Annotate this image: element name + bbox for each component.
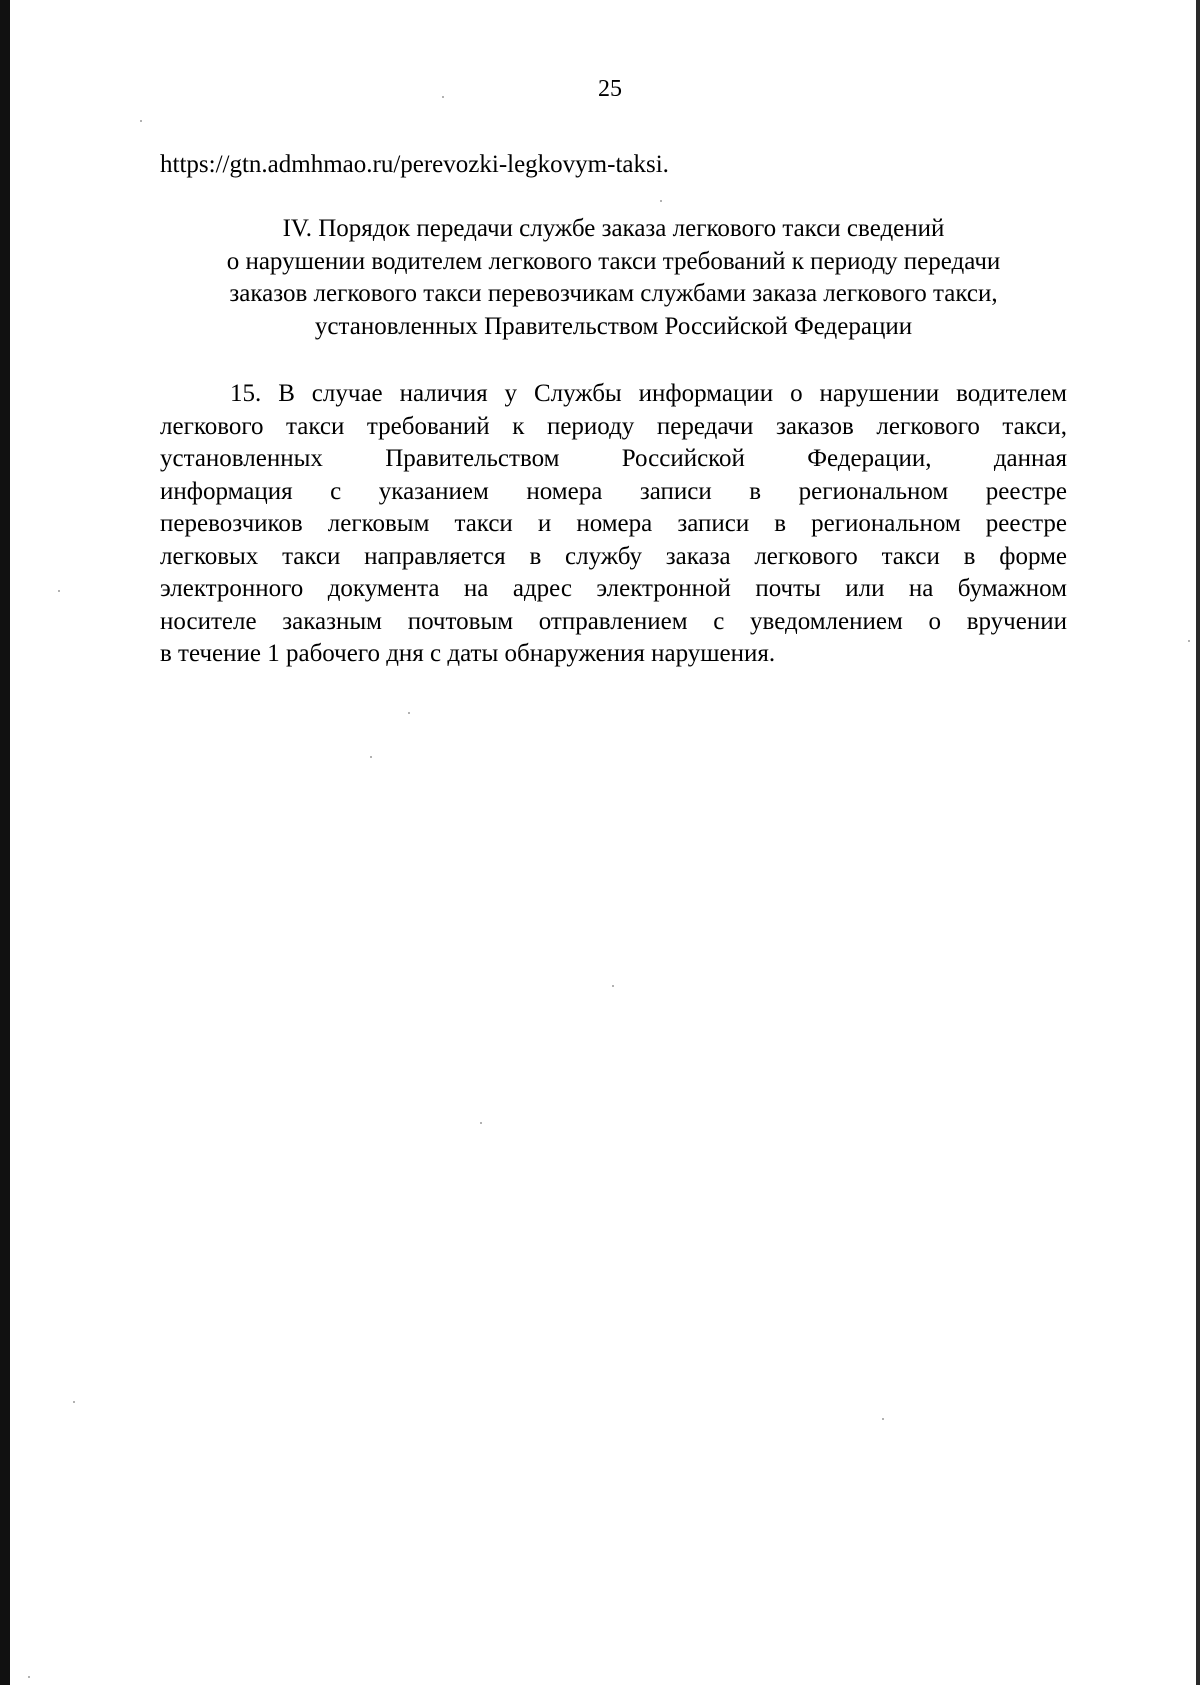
scan-speck (28, 1676, 30, 1678)
scan-speck (660, 200, 662, 202)
scan-speck (58, 590, 60, 592)
paragraph-line: легкового такси требований к периоду передачи заказов легкового такси, (160, 412, 1067, 440)
paragraph-line: носителе заказным почтовым отправлением с уведомлением о вручении (160, 607, 1067, 635)
scan-speck (140, 120, 142, 122)
paragraph-line: легковых такси направляется в службу заказа легкового такси в форме (160, 542, 1067, 570)
paragraph-line: электронного документа на адрес электронной почты или на бумажном (160, 575, 1067, 602)
scan-speck (442, 96, 444, 98)
scan-speck (408, 712, 410, 714)
paragraph-line: перевозчиков легковым такси и номера записи в региональном реестре (160, 510, 1067, 537)
paragraph-line: информация с указанием номера записи в региональном реестре (160, 477, 1067, 505)
section-heading (160, 213, 1067, 343)
scan-speck (73, 1401, 75, 1403)
paragraph-15 (160, 378, 1067, 671)
scan-speck (1188, 640, 1190, 642)
section-heading-line: о нарушении водителем легкового такси требований к периоду передачи (226, 247, 1001, 275)
section-heading-line: установленных Правительством Российской Федерации (314, 312, 913, 340)
scan-speck (882, 1418, 884, 1420)
page-number: 25 (598, 76, 622, 102)
scan-speck (612, 985, 614, 987)
scan-speck (480, 1122, 482, 1124)
scan-speck (370, 756, 372, 758)
source-url-text: https://gtn.admhmao.ru/perevozki-legkovym-taksi. (160, 151, 669, 178)
section-heading-line: заказов легкового такси перевозчикам службами заказа легкового такси, (229, 280, 998, 307)
paragraph-line: в течение 1 рабочего дня с даты обнаружения нарушения. (160, 640, 776, 667)
paragraph-line: установленных Правительством Российской Федерации, данная (160, 445, 1067, 472)
section-heading-line: IV. Порядок передачи службе заказа легкового такси сведений (282, 215, 945, 242)
paragraph-line: 15. В случае наличия у Службы информации о нарушении водителем (230, 380, 1067, 407)
